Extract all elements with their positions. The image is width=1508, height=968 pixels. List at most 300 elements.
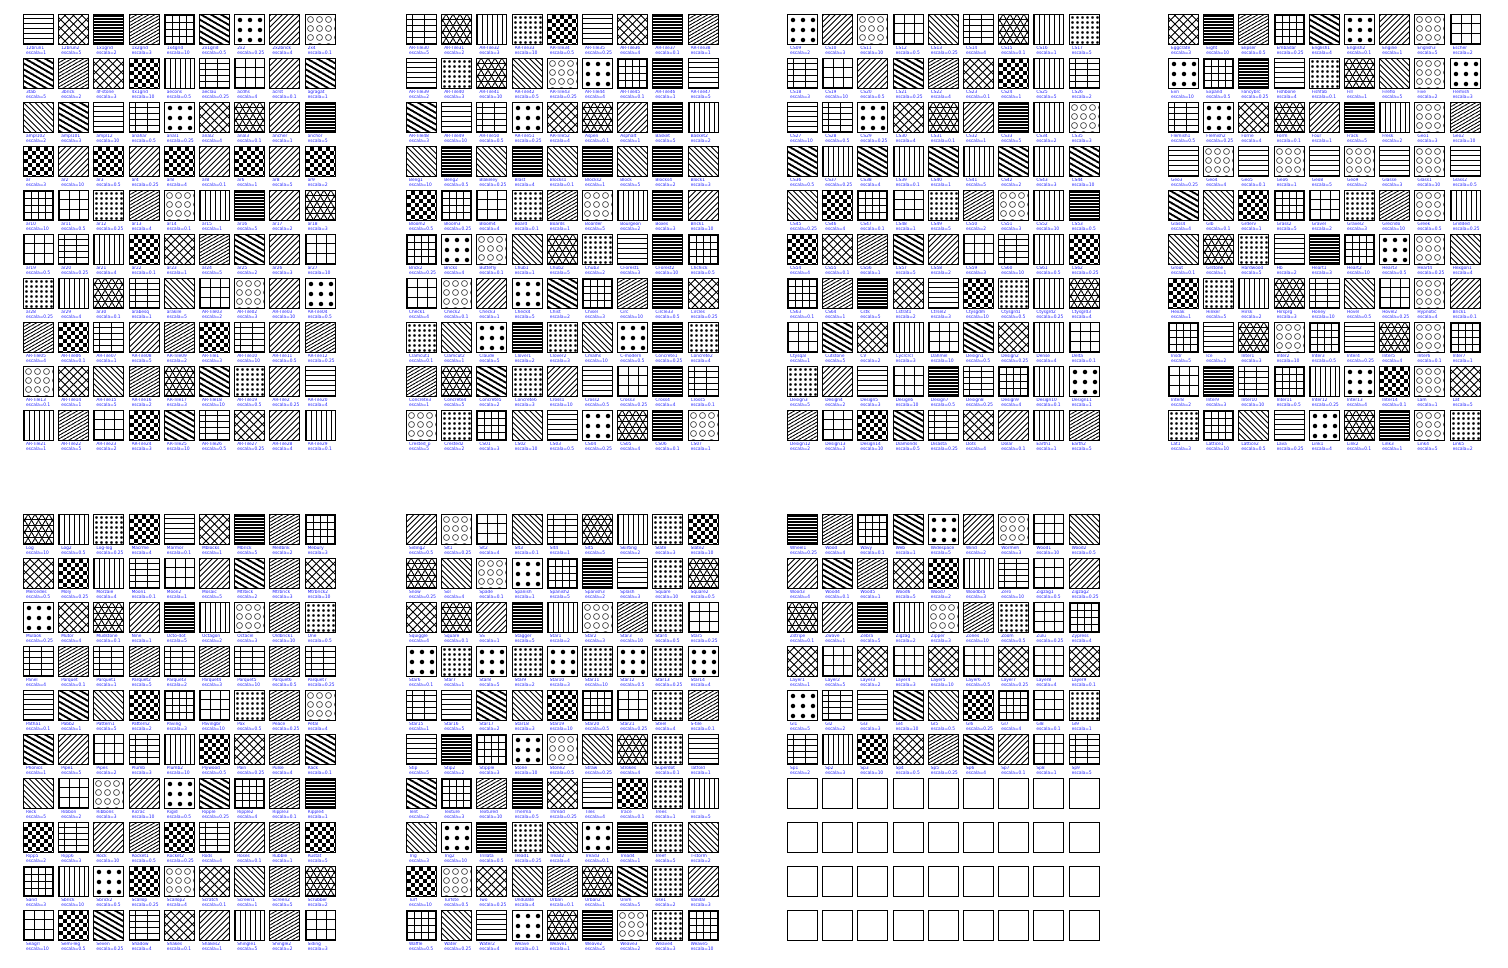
hatch-pattern-swatch [963,602,994,633]
pattern-label [96,222,132,232]
pattern-scale: escala=1 [655,815,676,820]
pattern-scale: escala=10 [1382,227,1405,232]
pattern-label [237,90,273,100]
pattern-label [790,354,826,364]
hatch-pattern-swatch [406,58,437,89]
pattern-scale: escala=0.5 [166,95,191,100]
pattern-name: CS61 [1036,266,1048,271]
hatch-pattern-swatch [998,410,1029,441]
pattern-name: CS26 [1071,90,1083,95]
pattern-label [272,898,308,908]
pattern-scale: escala=0.1 [237,139,262,144]
pattern-scale: escala=3 [549,683,570,688]
pattern-label [26,398,62,408]
empty-pattern-slot [822,866,853,897]
pattern-scale: escala=4 [1071,315,1092,320]
hatch-pattern-swatch [547,322,578,353]
hatch-pattern-swatch [512,822,543,853]
pattern-name: Expand [1206,90,1223,95]
pattern-label [237,810,273,820]
pattern-name: Star20 [585,722,600,727]
pattern-name: CS20 [860,90,872,95]
empty-pattern-slot [1069,778,1100,809]
pattern-label [1036,222,1072,232]
pattern-label [931,546,967,556]
pattern-label [132,134,168,144]
pattern-scale: escala=0.25 [479,903,507,908]
hatch-pattern-swatch [23,234,54,265]
pattern-label [202,634,238,644]
pattern-name: acdhs [237,90,250,95]
pattern-scale: escala=4 [237,95,258,100]
pattern-label [655,266,691,276]
pattern-scale: escala=0.1 [26,727,51,732]
pattern-label [96,766,132,776]
hatch-pattern-swatch [1033,102,1064,133]
pattern-label [1001,634,1037,644]
hatch-pattern-swatch [58,146,89,177]
pattern-scale: escala=0.5 [860,95,885,100]
pattern-scale: escala=1 [930,183,951,188]
pattern-label [790,90,826,100]
pattern-label [479,898,515,908]
hatch-pattern-swatch [129,102,160,133]
pattern-name: Vandal [690,898,706,903]
hatch-pattern-swatch [269,910,300,941]
pattern-scale: escala=0.1 [655,771,680,776]
pattern-scale: escala=1 [1311,139,1332,144]
pattern-label [515,546,551,556]
hatch-pattern-swatch [58,278,89,309]
hatch-pattern-swatch [617,410,648,441]
pattern-scale: escala=0.25 [825,183,853,188]
pattern-scale: escala=1 [966,139,987,144]
pattern-scale: escala=10 [514,51,538,56]
pattern-label [167,442,203,452]
hatch-pattern-swatch [787,278,818,309]
pattern-scale: escala=0.5 [930,403,955,408]
pattern-name: Diamonds [895,442,918,447]
pattern-name: Cross4 [655,398,670,403]
pattern-scale: escala=5 [655,859,676,864]
hatch-pattern-swatch [963,102,994,133]
pattern-scale: escala=10 [237,359,260,364]
pattern-name: Weave1 [549,942,567,947]
pattern-scale: escala=1 [895,227,916,232]
pattern-scale: escala=0.1 [131,271,156,276]
pattern-name: 12brun2 [61,46,80,51]
pattern-scale: escala=5 [825,359,846,364]
pattern-name: Superdot [655,766,675,771]
pattern-name: CS09 [790,46,802,51]
pattern-label [691,722,727,732]
pattern-scale: escala=0.1 [1071,359,1096,364]
pattern-label [167,354,203,364]
hatch-pattern-swatch [406,514,437,545]
pattern-label [1001,442,1037,452]
pattern-label [1072,442,1108,452]
pattern-name: 2x2brick [272,46,291,51]
empty-pattern-slot [928,910,959,941]
pattern-name: CS15 [1001,46,1013,51]
pattern-scale: escala=10 [549,403,573,408]
pattern-scale: escala=0.25 [790,551,817,556]
pattern-name: Urban [549,898,563,903]
pattern-label [202,442,238,452]
pattern-scale: escala=0.1 [444,639,469,644]
hatch-pattern-swatch [998,322,1029,353]
pattern-label [272,134,308,144]
pattern-scale: escala=3 [409,139,430,144]
hatch-pattern-swatch [234,602,265,633]
pattern-name: Fill [1347,90,1353,95]
pattern-label [691,898,727,908]
hatch-pattern-swatch [998,690,1029,721]
pattern-scale: escala=0.25 [131,183,159,188]
hatch-pattern-swatch [234,14,265,45]
pattern-label [444,398,480,408]
pattern-scale: escala=10 [409,183,432,188]
pattern-label [202,810,238,820]
pattern-label [308,134,344,144]
empty-pattern-slot [893,822,924,853]
pattern-name: anahar [131,134,147,139]
pattern-label [167,766,203,776]
pattern-name: Square [655,590,671,595]
hatch-pattern-swatch [928,234,959,265]
pattern-scale: escala=3 [860,403,881,408]
pattern-label [931,442,967,452]
pattern-label [479,442,515,452]
pattern-scale: escala=1 [585,183,606,188]
hatch-pattern-swatch [1450,366,1481,397]
hatch-pattern-swatch [441,322,472,353]
pattern-label [691,590,727,600]
hatch-pattern-swatch [58,646,89,677]
pattern-label [167,266,203,276]
pattern-label [515,854,551,864]
pattern-label [272,90,308,100]
pattern-label [132,634,168,644]
pattern-scale: escala=2 [655,903,676,908]
pattern-label [308,854,344,864]
hatch-pattern-swatch [23,410,54,441]
pattern-name: AR-Tile22 [61,442,82,447]
pattern-scale: escala=0.5 [790,183,815,188]
pattern-scale: escala=2 [620,551,641,556]
pattern-name: CS46 [825,222,837,227]
pattern-label [620,854,656,864]
pattern-label [1036,90,1072,100]
pattern-scale: escala=4 [307,727,328,732]
pattern-name: Grass2 [1276,222,1292,227]
pattern-name: Scallop2 [166,898,185,903]
hatch-pattern-swatch [58,234,89,265]
pattern-scale: escala=0.5 [895,771,920,776]
pattern-label [790,678,826,688]
pattern-label [550,854,586,864]
pattern-label [1417,46,1453,56]
pattern-name: Urban2 [585,898,601,903]
pattern-name: AR-Tile43 [549,90,570,95]
pattern-scale: escala=5 [1382,95,1403,100]
pattern-label [61,678,97,688]
hatch-pattern-swatch [476,514,507,545]
pattern-name: CS32 [966,134,978,139]
pattern-name: Shadow [131,942,149,947]
pattern-name: Ripple [202,810,216,815]
pattern-label [308,942,344,952]
pattern-scale: escala=0.25 [514,859,542,864]
hatch-pattern-swatch [58,410,89,441]
hatch-pattern-swatch [1069,690,1100,721]
pattern-name: Trillata [479,854,494,859]
pattern-scale: escala=5 [690,95,711,100]
pattern-scale: escala=10 [202,403,225,408]
pattern-name: Parquet5 [237,678,257,683]
hatch-pattern-swatch [164,822,195,853]
pattern-scale: escala=1 [549,551,570,556]
hatch-pattern-swatch [1238,146,1269,177]
pattern-name: Wood4 [825,590,840,595]
hatch-pattern-swatch [23,146,54,177]
pattern-label [1001,222,1037,232]
pattern-name: ar8 [272,178,280,183]
pattern-name: Phonics [26,766,43,771]
pattern-label [1241,442,1277,452]
pattern-label [409,634,445,644]
pattern-scale: escala=3 [825,447,846,452]
pattern-scale: escala=0.1 [202,183,227,188]
pattern-name: Ice [1206,354,1213,359]
pattern-scale: escala=1 [549,227,570,232]
pattern-name: Ctysqal [790,354,807,359]
hatch-pattern-swatch [688,14,719,45]
hatch-pattern-swatch [998,190,1029,221]
hatch-pattern-swatch [441,410,472,441]
pattern-scale: escala=0.25 [1311,403,1339,408]
pattern-scale: escala=0.1 [585,139,610,144]
pattern-label [96,354,132,364]
pattern-scale: escala=0.25 [514,139,542,144]
pattern-label [585,810,621,820]
pattern-name: Shakes [166,942,183,947]
pattern-name: CS06 [655,442,667,447]
pattern-scale: escala=0.5 [895,447,920,452]
pattern-scale: escala=4 [1241,139,1262,144]
pattern-scale: escala=0.25 [202,95,229,100]
pattern-label [479,766,515,776]
pattern-name: AR-Tile16 [131,398,152,403]
pattern-scale: escala=2 [1206,359,1227,364]
pattern-scale: escala=3 [26,903,47,908]
pattern-scale: escala=1 [61,727,82,732]
pattern-label [132,678,168,688]
pattern-name: Parquet4 [202,678,222,683]
pattern-scale: escala=2 [272,947,293,952]
hatch-pattern-swatch [617,778,648,809]
pattern-label [61,942,97,952]
pattern-scale: escala=3 [166,727,187,732]
pattern-scale: escala=10 [860,447,884,452]
hatch-pattern-swatch [617,514,648,545]
pattern-label [308,590,344,600]
pattern-name: Turfste [444,898,459,903]
pattern-name: CS13 [930,46,942,51]
pattern-label [409,722,445,732]
hatch-pattern-swatch [928,146,959,177]
pattern-scale: escala=0.1 [1311,95,1336,100]
hatch-pattern-swatch [1414,102,1445,133]
hatch-pattern-swatch [406,146,437,177]
hatch-pattern-swatch [406,366,437,397]
hatch-pattern-swatch [199,146,230,177]
pattern-label [825,722,861,732]
pattern-scale: escala=0.5 [1071,551,1096,556]
hatch-pattern-swatch [1309,102,1340,133]
hatch-pattern-swatch [1168,14,1199,45]
hatch-pattern-swatch [652,646,683,677]
pattern-label [966,722,1002,732]
hatch-pattern-swatch [1168,102,1199,133]
pattern-label [790,722,826,732]
hatch-pattern-swatch [1379,58,1410,89]
pattern-scale: escala=5 [549,595,570,600]
pattern-name: Forrie [1241,134,1254,139]
pattern-name: Inter10 [1241,398,1257,403]
pattern-label [1382,398,1418,408]
pattern-scale: escala=0.1 [409,359,434,364]
pattern-name: Concrete3 [409,398,432,403]
hatch-pattern-swatch [512,778,543,809]
pattern-label [1072,722,1108,732]
hatch-pattern-swatch [1168,190,1199,221]
pattern-name: ar27 [307,266,318,271]
pattern-label [550,766,586,776]
empty-pattern-slot [1033,822,1064,853]
empty-pattern-slot [822,822,853,853]
pattern-name: Link2 [1347,442,1359,447]
hatch-pattern-swatch [787,646,818,677]
pattern-label [655,134,691,144]
hatch-pattern-swatch [406,278,437,309]
pattern-scale: escala=0.1 [444,315,469,320]
pattern-label [1347,310,1383,320]
pattern-name: Cross3 [620,398,635,403]
hatch-pattern-swatch [199,278,230,309]
hatch-pattern-swatch [822,14,853,45]
pattern-name: Gl1 [790,722,798,727]
pattern-scale: escala=0.25 [96,551,124,556]
pattern-label [1171,178,1207,188]
pattern-scale: escala=2 [1311,227,1332,232]
pattern-name: Texture [444,810,460,815]
hatch-pattern-swatch [512,190,543,221]
pattern-name: Layer4 [895,678,911,683]
pattern-label [550,634,586,644]
hatch-pattern-swatch [199,366,230,397]
pattern-label [308,178,344,188]
hatch-pattern-swatch [688,778,719,809]
pattern-label [1206,90,1242,100]
pattern-label [860,442,896,452]
pattern-name: Octacel [237,634,254,639]
pattern-label [1382,442,1418,452]
hatch-pattern-swatch [963,146,994,177]
pattern-scale: escala=3 [202,359,223,364]
pattern-label [1312,222,1348,232]
hatch-pattern-swatch [688,558,719,589]
pattern-label [655,678,691,688]
pattern-scale: escala=0.25 [202,815,229,820]
pattern-name: arabesq [131,310,149,315]
pattern-label [860,134,896,144]
hatch-pattern-swatch [582,734,613,765]
hatch-pattern-swatch [234,366,265,397]
pattern-scale: escala=0.25 [549,815,577,820]
pattern-label [966,442,1002,452]
pattern-scale: escala=5 [930,551,951,556]
pattern-label [896,590,932,600]
hatch-pattern-swatch [305,602,336,633]
pattern-name: Scratch [202,898,219,903]
pattern-name: Steel [655,722,667,727]
hatch-pattern-swatch [547,866,578,897]
pattern-label [479,590,515,600]
pattern-scale: escala=0.5 [549,771,574,776]
hatch-pattern-swatch [269,778,300,809]
pattern-scale: escala=1 [202,227,223,232]
pattern-label [550,546,586,556]
pattern-name: AR-Tile15 [96,398,117,403]
pattern-name: AR-Tile39 [409,90,429,95]
pattern-name: Moly [61,590,72,595]
pattern-name: Square2 [690,590,709,595]
hatch-pattern-swatch [164,778,195,809]
pattern-scale: escala=5 [585,227,606,232]
hatch-pattern-swatch [582,366,613,397]
hatch-pattern-swatch [234,102,265,133]
pattern-label [620,442,656,452]
pattern-label [825,222,861,232]
hatch-pattern-swatch [582,866,613,897]
pattern-name: Concrete2 [690,354,713,359]
empty-pattern-slot [963,822,994,853]
pattern-label [860,398,896,408]
pattern-label [515,398,551,408]
pattern-scale: escala=0.25 [444,947,472,952]
pattern-name: Inter3 [1311,354,1325,359]
pattern-scale: escala=2 [825,727,846,732]
pattern-name: Heart3 [1382,266,1397,271]
pattern-name: Boarder [585,222,603,227]
pattern-label [26,898,62,908]
pattern-name: English3 [1417,46,1436,51]
pattern-scale: escala=4 [1311,51,1332,56]
pattern-name: AR-Tile2 [272,398,290,403]
pattern-name: Layer7 [1001,678,1016,683]
pattern-scale: escala=4 [166,183,187,188]
hatch-pattern-swatch [652,190,683,221]
pattern-scale: escala=1 [26,447,47,452]
pattern-name: CS64 [825,310,837,315]
pattern-scale: escala=5 [1347,139,1368,144]
pattern-scale: escala=0.5 [966,359,991,364]
pattern-label [237,898,273,908]
pattern-label [620,810,656,820]
pattern-label [308,634,344,644]
hatch-pattern-swatch [305,146,336,177]
